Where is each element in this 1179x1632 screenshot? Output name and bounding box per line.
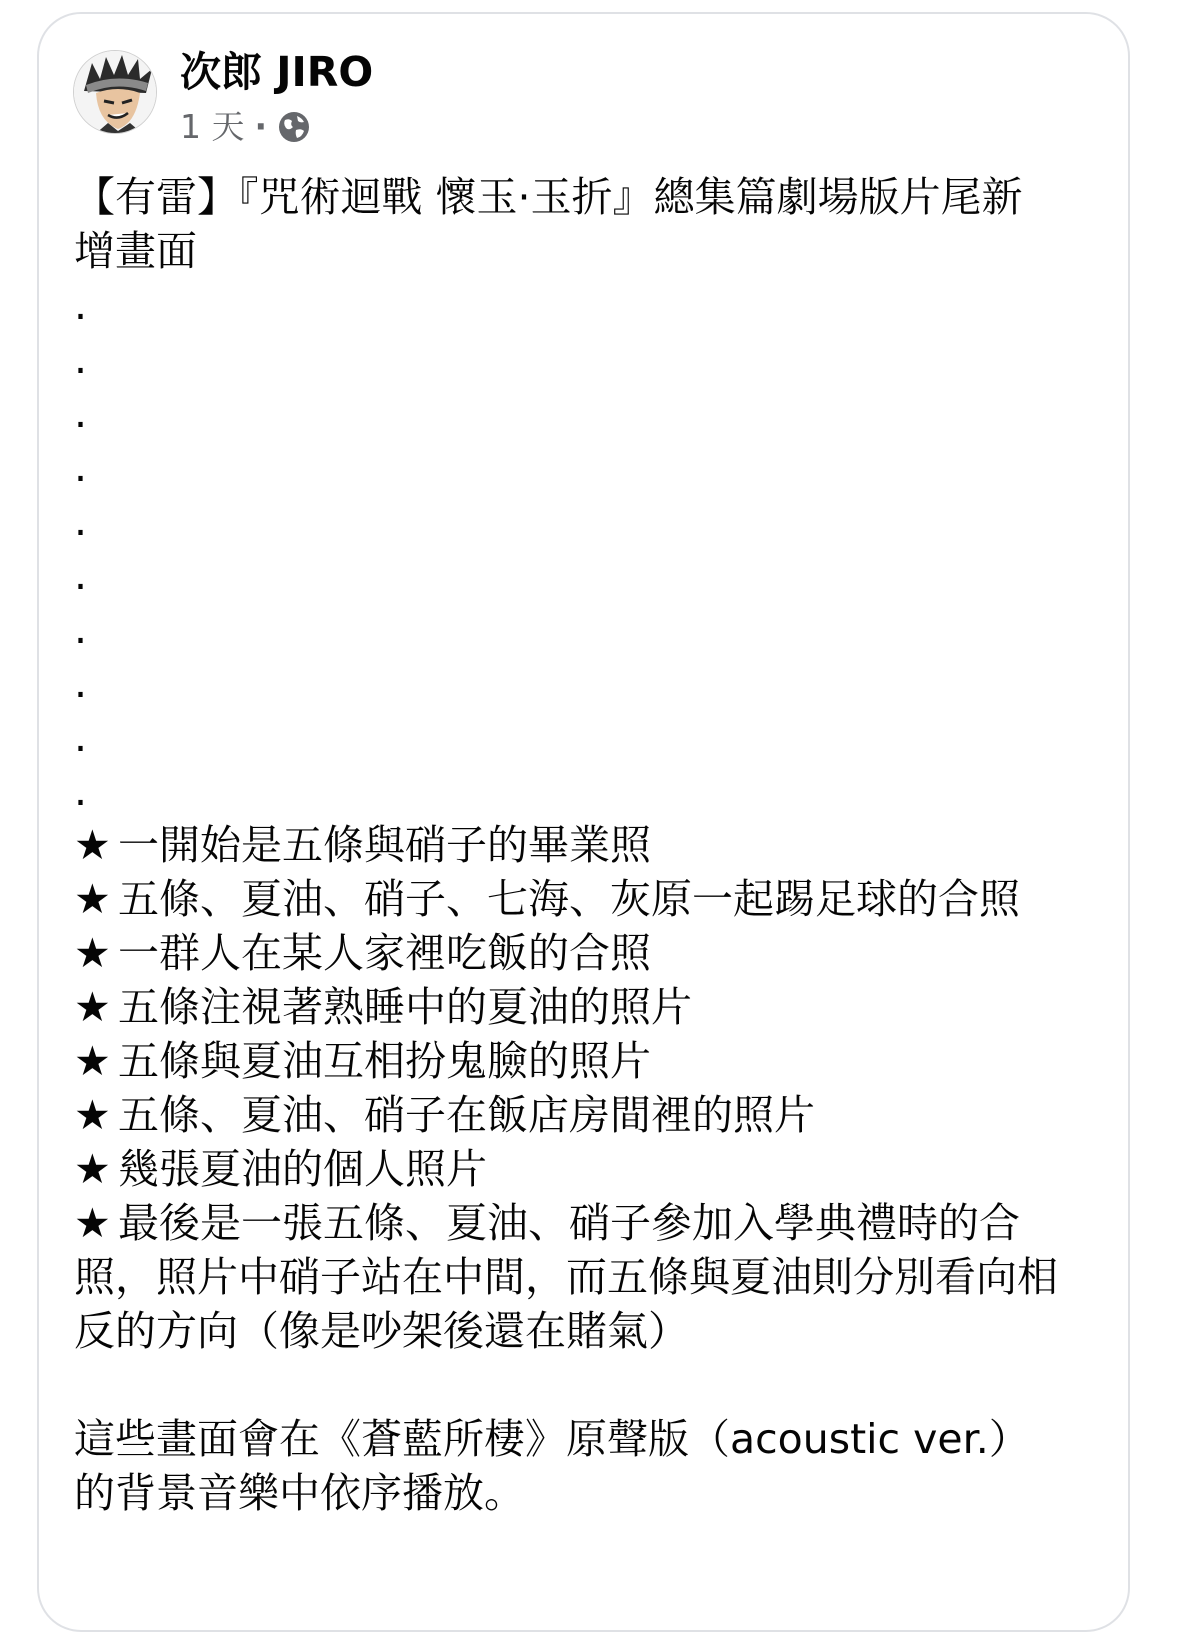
dot-line: .: [74, 335, 88, 383]
list-item: [74, 1088, 1094, 1142]
dot-line: .: [74, 443, 88, 491]
list-item-text: 幾張夏油的個人照片: [118, 1145, 487, 1193]
list-item-text: 五條、夏油、硝子在飯店房間裡的照片: [118, 1091, 815, 1139]
closing-line-1: 這些畫面會在《蒼藍所棲》原聲版（acoustic ver.）: [74, 1415, 1030, 1463]
list-item: [74, 1034, 1094, 1088]
post-body: [74, 170, 1094, 1520]
dot-line: .: [74, 659, 88, 707]
author-avatar[interactable]: [73, 50, 157, 134]
list-item-text: 最後是一張五條、夏油、硝子參加入學典禮時的合照，照片中硝子站在中間，而五條與夏油則分別看向相反的方向（像是吵架後還在賭氣）: [74, 1199, 1058, 1355]
dot-line: .: [74, 551, 88, 599]
star-icon: ★: [74, 1037, 111, 1085]
list-item-text: 五條、夏油、硝子、七海、灰原一起踢足球的合照: [118, 875, 1020, 923]
star-icon: ★: [74, 929, 111, 977]
meta-separator: ·: [254, 107, 268, 146]
star-icon: ★: [74, 1199, 111, 1247]
blank-line: [74, 1358, 1094, 1412]
star-icon: ★: [74, 875, 111, 923]
closing-line-2: 的背景音樂中依序播放。: [74, 1469, 525, 1517]
dot-line: .: [74, 281, 88, 329]
list-item: [74, 980, 1094, 1034]
post-header: [73, 46, 973, 146]
list-item: [74, 1196, 1094, 1358]
star-icon: ★: [74, 821, 111, 869]
dot-line: .: [74, 767, 88, 815]
star-icon: ★: [74, 1091, 111, 1139]
dot-line: .: [74, 389, 88, 437]
author-name[interactable]: 次郎 JIRO: [180, 48, 374, 96]
post-card: [37, 12, 1130, 1632]
post-title-line-1: 【有雷】『咒術迴戰 懷玉·玉折』總集篇劇場版片尾新: [74, 173, 1023, 221]
avatar-illustration: [74, 51, 157, 134]
dot-line: .: [74, 713, 88, 761]
star-icon: ★: [74, 1145, 111, 1193]
dot-line: .: [74, 605, 88, 653]
list-item-text: 五條注視著熟睡中的夏油的照片: [118, 983, 692, 1031]
dot-line: .: [74, 497, 88, 545]
globe-icon: [277, 110, 311, 144]
list-item-text: 一群人在某人家裡吃飯的合照: [118, 929, 651, 977]
list-item: [74, 872, 1094, 926]
post-meta: [180, 106, 311, 148]
list-item: [74, 818, 1094, 872]
list-item: [74, 1142, 1094, 1196]
star-icon: ★: [74, 983, 111, 1031]
list-item-text: 五條與夏油互相扮鬼臉的照片: [118, 1037, 651, 1085]
list-item-text: 一開始是五條與硝子的畢業照: [118, 821, 651, 869]
post-title-line-2: 增畫面: [74, 227, 197, 275]
post-time[interactable]: 1 天: [180, 107, 245, 146]
list-item: [74, 926, 1094, 980]
